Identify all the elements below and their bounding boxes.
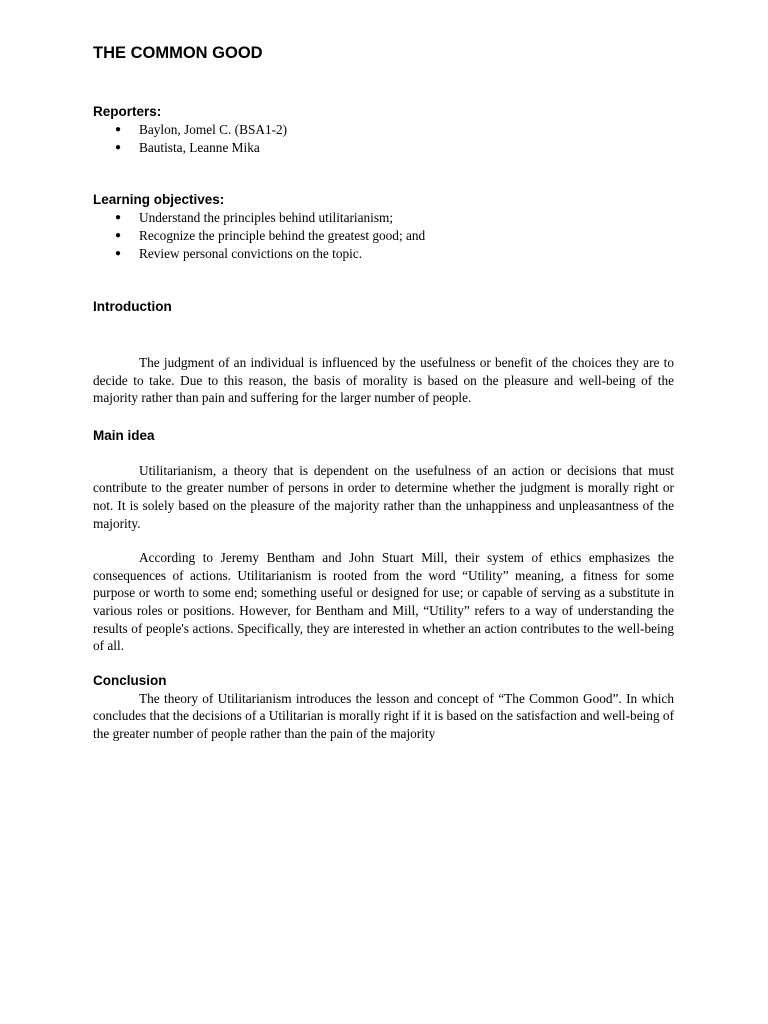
list-item: ● Bautista, Leanne Mika — [115, 139, 674, 157]
main-idea-paragraph-1: Utilitarianism, a theory that is dependent on the usefulness of an action or decisions that must contribute to the greater number of persons in order to determine whether the judgment is morally right or not. It is solely based on the pleasure of the majority rather than the unhappiness and unpleasantness of the majority. — [93, 462, 674, 531]
main-idea-section — [93, 427, 674, 655]
objectives-section — [93, 191, 674, 263]
document-title: THE COMMON GOOD — [93, 44, 263, 62]
reporters-section — [93, 103, 674, 157]
list-item: ● Recognize the principle behind the greatest good; and — [115, 227, 674, 245]
main-idea-paragraph-2: According to Jeremy Bentham and John Stuart Mill, their system of ethics emphasizes the consequences of actions. Utilitarianism is rooted from the word “Utility” meaning, a fitness for some purpose or worth to some end; something useful or designed for use; or capable of serving as a substitute in various roles or positions. However, for Bentham and Mill, “Utility” refers to a way of understanding the results of people's actions. Specifically, they are interested in whether an action contributes to the well-being of all. — [93, 550, 674, 654]
introduction-heading: Introduction — [93, 299, 172, 314]
list-item: ● Review personal convictions on the topic. — [115, 245, 674, 263]
list-item: ● Understand the principles behind utilitarianism; — [115, 209, 674, 227]
reporters-list — [93, 121, 674, 157]
main-idea-heading: Main idea — [93, 427, 155, 443]
conclusion-section — [93, 672, 674, 743]
reporters-heading: Reporters: — [93, 104, 162, 119]
introduction-section — [93, 298, 674, 407]
document-page — [93, 42, 674, 743]
conclusion-paragraph: The theory of Utilitarianism introduces the lesson and concept of “The Common Good”. In which concludes that the decisions of a Utilitarian is morally right if it is based on the satisfaction and well-being of the greater number of people rather than the pain of the majority — [93, 690, 674, 741]
objectives-heading: Learning objectives: — [93, 192, 225, 207]
list-item: ● Baylon, Jomel C. (BSA1-2) — [115, 121, 674, 139]
introduction-paragraph: The judgment of an individual is influenced by the usefulness or benefit of the choices they are to decide to take. Due to this reason, the basis of morality is based on the pleasure and well-being of the majority rather than pain and suffering for the larger number of people. — [93, 355, 674, 406]
objectives-list — [93, 209, 674, 263]
conclusion-heading: Conclusion — [93, 672, 167, 688]
